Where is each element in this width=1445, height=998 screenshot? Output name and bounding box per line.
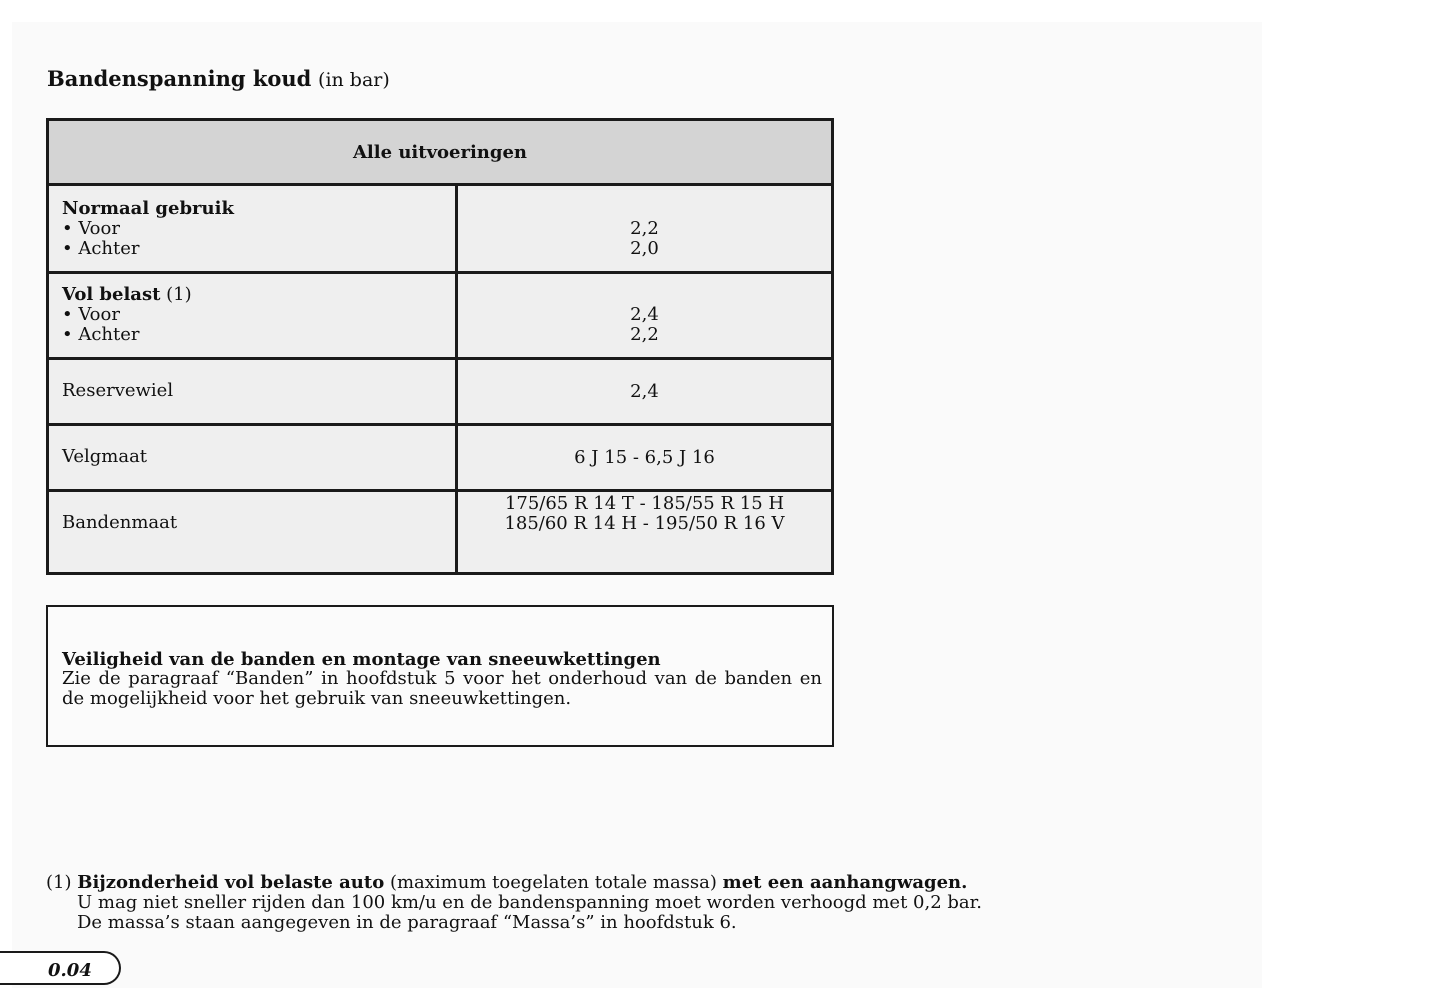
row-item: • Voor (62, 218, 120, 239)
title-text: Bandenspanning koud (47, 66, 312, 91)
row-item: • Achter (62, 324, 140, 345)
row-value: 175/65 R 14 T - 185/55 R 15 H (504, 493, 785, 514)
safety-title: Veiligheid van de banden en montage van sneeuwkettingen (62, 649, 661, 670)
footnote-marker: (1) (46, 872, 72, 893)
row-value: 185/60 R 14 H - 195/50 R 16 V (504, 513, 785, 534)
table-row-tyre-values (458, 494, 831, 534)
table-row-normal-values (458, 219, 831, 259)
table-row-loaded-label (62, 285, 192, 345)
footnote-line: De massa’s staan aangegeven in de paragraaf “Massa’s” in hoofdstuk 6. (77, 912, 737, 933)
row-value: 2,2 (630, 218, 659, 239)
page-number: 0.04 (48, 960, 92, 981)
table-row-spare-label: Reservewiel (62, 380, 174, 401)
table-row-rim-label: Velgmaat (62, 446, 148, 467)
table-row-tyre-label: Bandenmaat (62, 512, 178, 533)
footnote-line: U mag niet sneller rijden dan 100 km/u en de bandenspanning moet worden verhoogd met 0,2 bar. (77, 892, 982, 913)
table-row-normal-label (62, 199, 234, 259)
title-unit: (in bar) (318, 69, 390, 91)
table-header: Alle uitvoeringen (49, 121, 831, 186)
row-item: • Voor (62, 304, 120, 325)
table-row-loaded-values (458, 305, 831, 345)
row-value: 2,0 (630, 238, 659, 259)
row-value: 2,4 (630, 304, 659, 325)
footnote-ref: (1) (166, 284, 192, 305)
table-row-spare-value: 2,4 (630, 381, 659, 402)
footnote-bold: met een aanhangwagen. (722, 872, 968, 893)
safety-text: Zie de paragraaf “Banden” in hoofdstuk 5 voor het onderhoud van de banden en de mogelijkheid voor het gebruik van sneeuwkettingen. (62, 668, 822, 709)
footnote (46, 873, 982, 933)
row-item: • Achter (62, 238, 140, 259)
table-row-rim-value: 6 J 15 - 6,5 J 16 (574, 447, 715, 468)
row-title: Vol belast (62, 284, 161, 305)
row-divider (49, 489, 831, 492)
row-divider (49, 271, 831, 274)
footnote-text: (maximum toegelaten totale massa) (389, 872, 717, 893)
row-title: Normaal gebruik (62, 198, 234, 219)
row-divider (49, 357, 831, 360)
row-divider (49, 423, 831, 426)
page-title (47, 66, 390, 91)
tyre-pressure-table (46, 118, 834, 575)
footnote-bold: Bijzonderheid vol belaste auto (77, 872, 385, 893)
page-number-tab (0, 951, 121, 985)
safety-note-box (46, 605, 834, 747)
row-value: 2,2 (630, 324, 659, 345)
